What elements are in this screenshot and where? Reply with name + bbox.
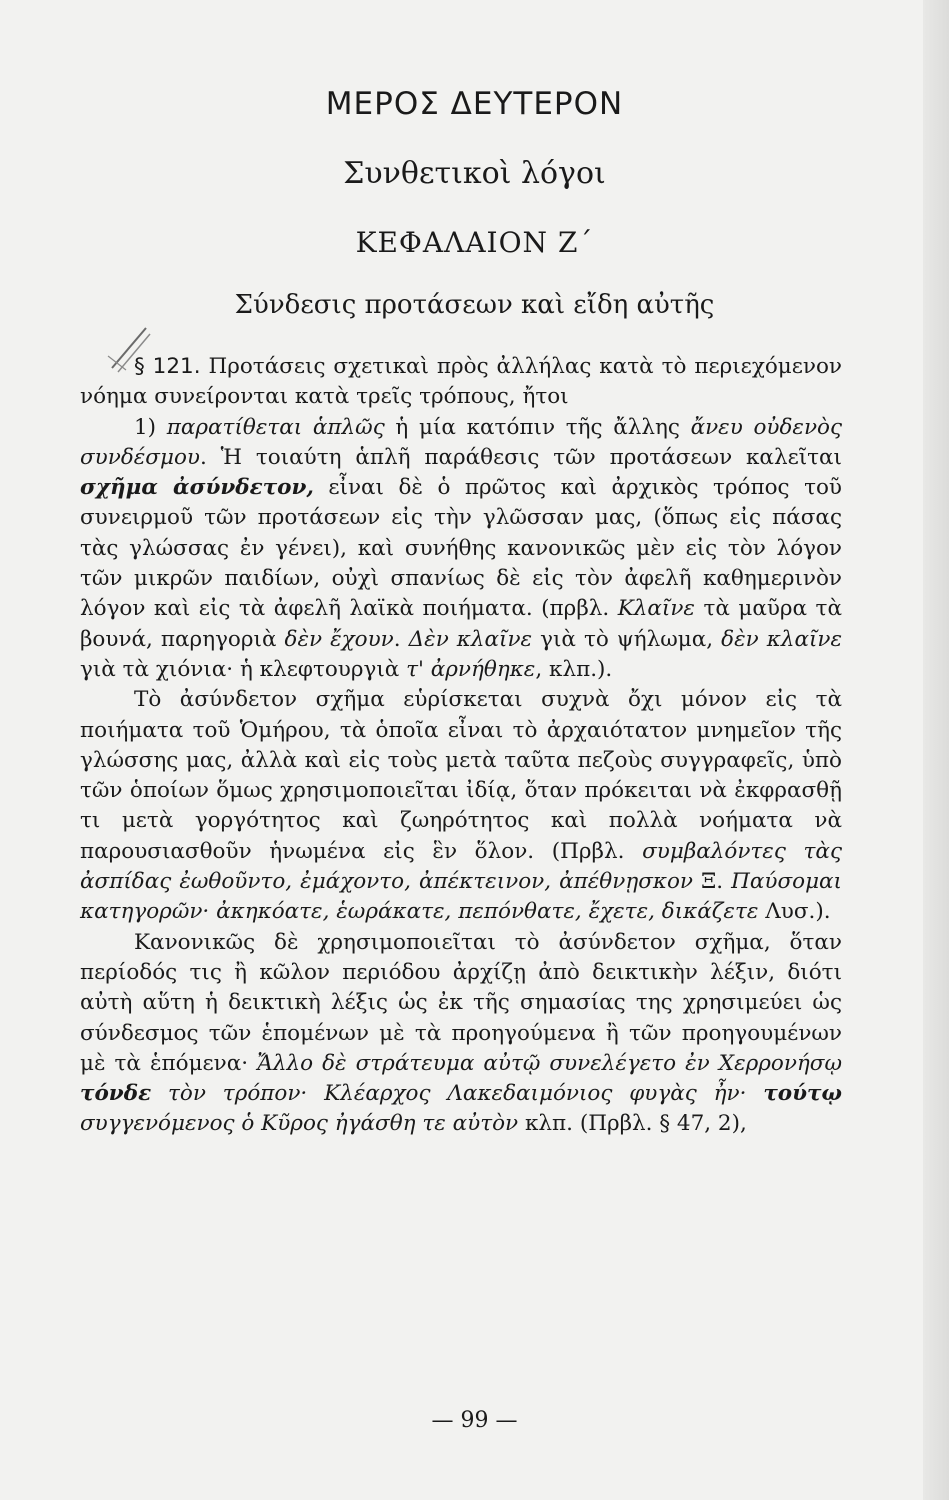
paragraph-121: § 121. Προτάσεις σχετικαὶ πρὸς ἀλλήλας κατὰ τὸ περιεχόμενον νόημα συνείρονται κατὰ τρεῖς τρόπους, ἤτοι bbox=[80, 354, 842, 410]
chapter-subtitle: Σύνδεσις προτάσεων καὶ εἴδη αὐτῆς bbox=[234, 290, 715, 320]
page-number: — 99 — bbox=[431, 1408, 518, 1433]
page-edge bbox=[923, 0, 949, 1500]
paragraph-point-1: 1) παρατίθεται ἁπλῶς ἡ μία κατόπιν τῆς ἄλλης ἄνευ οὐδενὸς συνδέσμου. Ἡ τοιαύτη ἁπλῆ παράθεσις τῶν προτάσεων καλεῖται σχῆμα ἀσύνδετον, εἶναι δὲ ὁ πρῶτος καὶ ἀρχικὸς τρόπος τοῦ συνειρμοῦ τῶν προτάσεων εἰς τὴν γλῶσσαν μας, (ὅπως εἰς πάσας τὰς γλώσσας ἐν γένει), καὶ συνήθης κανονικῶς μὲν εἰς τὸν λόγον τῶν μικρῶν παιδίων, οὐχὶ σπανίως δὲ εἰς τὸν ἀφελῆ καθημερινὸν λόγον καὶ εἰς τὰ ἀφελῆ λαϊκὰ ποιήματα. (πρβλ. Κλαῖνε τὰ μαῦρα τὰ βουνά, παρηγοριὰ δὲν ἔχουν. Δὲν κλαῖνε γιὰ τὸ ψήλωμα, δὲν κλαῖνε γιὰ τὰ χιόνια· ἡ κλεφτουργιὰ τ' ἀρνήθηκε, κλπ.). bbox=[80, 414, 843, 682]
section-number: § 121. bbox=[134, 354, 201, 379]
paragraph-deictic: Κανονικῶς δὲ χρησιμοποιεῖται τὸ ἀσύνδετον σχῆμα, ὅταν περίοδός τις ἢ κῶλον περιόδου ἀρχίζῃ ἀπὸ δεικτικὴν λέξιν, διότι αὐτὴ αὕτη ἡ δεικτικὴ λέξις ὡς ἐκ τῆς σημασίας της χρησιμεύει ὡς σύνδεσμος τῶν ἑπομένων μὲ τὰ προηγούμενα ἢ τῶν προηγουμένων μὲ τὰ ἑπόμενα· Ἄλλο δὲ στράτευμα αὐτῷ συνελέγετο ἐν Χερρονήσῳ τόνδε τὸν τρόπον· Κλέαρχος Λακεδαιμόνιος φυγὰς ἦν· τούτῳ συγγενόμενος ὁ Κῦρος ἠγάσθη τε αὐτὸν κλπ. (Πρβλ. § 47, 2), bbox=[80, 929, 842, 1137]
part-subtitle: Συνθετικοὶ λόγοι bbox=[343, 156, 606, 191]
body-text bbox=[80, 352, 842, 1140]
paragraph-asyndeton-usage: Τὸ ἀσύνδετον σχῆμα εὑρίσκεται συχνὰ ὄχι μόνον εἰς τὰ ποιήματα τοῦ Ὁμήρου, τὰ ὁποῖα εἶναι τὸ ἀρχαιότατον μνημεῖον τῆς γλώσσης μας, ἀλλὰ καὶ εἰς τοὺς μετὰ ταῦτα πεζοὺς συγγραφεῖς, ὑπὸ τῶν ὁποίων ὅμως χρησιμοποιεῖται ἰδίᾳ, ὅταν πρόκειται νὰ ἐκφρασθῇ τι μετὰ γοργότητος καὶ ζωηρότητος καὶ πολλὰ νοήματα νὰ παρουσιασθοῦν ἡνωμένα εἰς ἓν ὅλον. (Πρβλ. συμβαλόντες τὰς ἀσπίδας ἐωθοῦντο, ἐμάχοντο, ἀπέκτεινον, ἀπέθνῃσκον Ξ. Παύσομαι κατηγορῶν· ἀκηκόατε, ἑωράκατε, πεπόνθατε, ἔχετε, δικάζετε Λυσ.). bbox=[80, 687, 842, 925]
part-title: ΜΕΡΟΣ ΔΕΥΤΕΡΟΝ bbox=[325, 86, 624, 122]
chapter-title: ΚΕΦΑΛΑΙΟΝ Ζ΄ bbox=[355, 226, 594, 259]
